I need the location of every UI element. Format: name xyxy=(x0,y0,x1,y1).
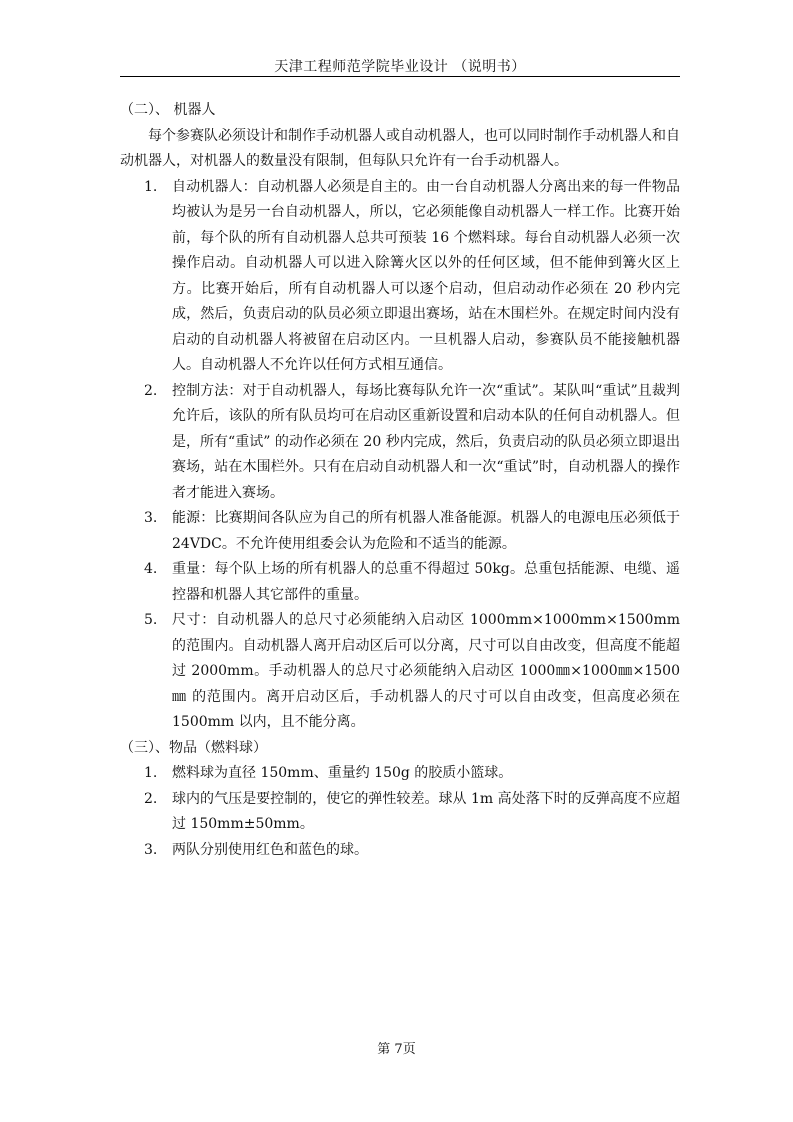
list-item-text: 尺寸：自动机器人的总尺寸必须能纳入启动区 1000mm×1000mm×1500mm 的范围内。自动机器人离开启动区后可以分离，尺寸可以自由改变，但高度不能超过 2000mm。手动机器人的总尺寸必须能纳入启动区 1000㎜×1000㎜×1500㎜ 的范围内。离开启动区后，手动机器人的尺寸可以自由改变，但高度必须在 1500mm 以内，且不能分离。 xyxy=(172,612,680,730)
list-item xyxy=(120,175,680,379)
list-item-text: 燃料球为直径 150mm、重量约 150g 的胶质小篮球。 xyxy=(172,765,513,781)
section-2-intro: 每个参赛队必须设计和制作手动机器人或自动机器人，也可以同时制作手动机器人和自动机器人，对机器人的数量没有限制，但每队只允许有一台手动机器人。 xyxy=(120,127,680,169)
list-item xyxy=(120,379,680,507)
list-item-number: 1. xyxy=(144,178,158,195)
list-item-number: 2. xyxy=(144,382,158,399)
list-item-text: 控制方法：对于自动机器人，每场比赛每队允许一次“重试”。某队叫“重试”且裁判允许后，该队的所有队员均可在启动区重新设置和启动本队的任何自动机器人。但是，所有“重试” 的动作必须在 20 秒内完成，然后，负责启动的队员必须立即退出赛场，站在木围栏外。只有在启动自动机器人和一次“重试”时，自动机器人的操作者才能进入赛场。 xyxy=(172,382,680,501)
list-item-number: 5. xyxy=(144,612,158,628)
page-number: 第 7页 xyxy=(377,1042,416,1057)
header-divider xyxy=(120,76,680,77)
list-item-text: 自动机器人：自动机器人必须是自主的。由一台自动机器人分离出来的每一件物品均被认为是另一台自动机器人，所以，它必须能像自动机器人一样工作。比赛开始前，每个队的所有自动机器人总共可预装 16 个燃料球。每台自动机器人必须一次操作启动。自动机器人可以进入除篝火区以外的任何区域，但不能伸到篝火区上方。比赛开始后，所有自动机器人可以逐个启动，但启动动作必须在 20 秒内完成，然后，负责启动的队员必须立即退出赛场，站在木围栏外。在规定时间内没有启动的自动机器人将被留在启动区内。一旦机器人启动，参赛队员不能接触机器人。自动机器人不允许以任何方式相互通信。 xyxy=(172,178,680,373)
list-item-text: 球内的气压是要控制的，使它的弹性较差。球从 1m 高处落下时的反弹高度不应超过 150mm±50mm。 xyxy=(172,790,680,832)
section-2-heading: （二）、 机器人 xyxy=(120,102,216,118)
page-header-title: 天津工程师范学院毕业设计 （说明书） xyxy=(274,59,526,75)
list-item-number: 2. xyxy=(144,790,158,807)
list-item-number: 4. xyxy=(144,561,158,577)
list-item xyxy=(120,506,680,557)
list-item xyxy=(120,557,680,608)
list-item-text: 能源：比赛期间各队应为自己的所有机器人准备能源。机器人的电源电压必须低于 24VDC。不允许使用组委会认为危险和不适当的能源。 xyxy=(172,510,680,552)
list-item-text: 两队分别使用红色和蓝色的球。 xyxy=(172,841,368,858)
list-item xyxy=(120,761,680,787)
list-item xyxy=(120,838,680,864)
list-item-number: 3. xyxy=(144,841,158,858)
list-item xyxy=(120,787,680,838)
list-item-number: 3. xyxy=(144,510,158,526)
list-item-number: 1. xyxy=(144,765,158,781)
section-3-heading: （三）、物品（燃料球） xyxy=(120,739,267,756)
list-item xyxy=(120,608,680,736)
list-item-text: 重量：每个队上场的所有机器人的总重不得超过 50kg。总重包括能源、电缆、遥控器和机器人其它部件的重量。 xyxy=(172,561,680,603)
document-body xyxy=(120,98,680,863)
